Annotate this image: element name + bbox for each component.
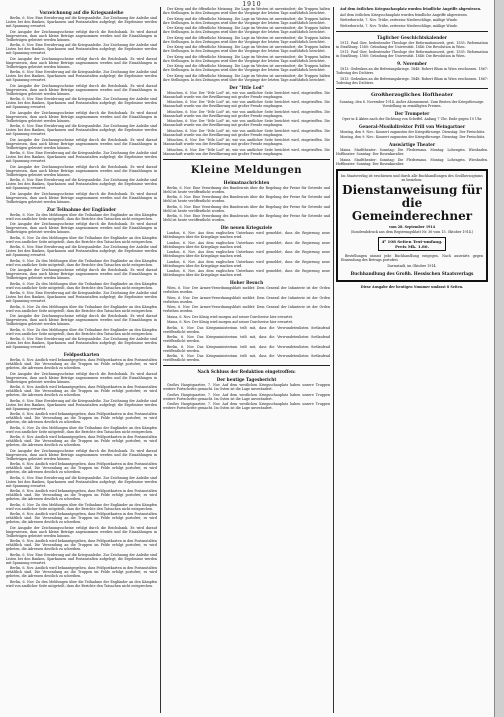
headline-hoftheater: Großherzogliches Hoftheater — [370, 91, 454, 98]
article-paragraph: Berlin, 6. Nov. Zu den Meldungen über die Teilnahme der Engländer an den Kämpfen wird von amtlicher Seite mitgeteilt, dass die Berichte den Tatsachen nicht entsprechen. — [6, 579, 157, 588]
article-paragraph: Berlin, 6. Nov. Eine Erwiderung auf die Kriegsanleihe. Zur Zeichnung der Anleihe sind Listen bei den Banken, Sparkassen und Postanstalten aufgelegt; die Ergebnisse werden mit Spannung erwartet. — [6, 398, 157, 411]
section-rule — [163, 365, 330, 366]
headline-weingartner: General-Musikdirektor Prill von Weingartner — [358, 123, 466, 129]
article-paragraph: London, 6. Nov. Aus dem englischen Unterhaus wird gemeldet, dass die Regierung neue Mitteilungen über die Kriegslage machen wird. — [163, 231, 330, 239]
column-right — [336, 7, 488, 713]
headline-ittle-lod: Der "Ittle Lod" — [229, 84, 264, 90]
footer-note: Diese Ausgabe der heutigen Nummer umfasst 8 Seiten. — [360, 284, 464, 289]
article-paragraph: Wetterbericht, 7. Nov. Trübe, zeitweise Niederschläge, mäßige Winde. — [340, 23, 459, 28]
article-paragraph: Berlin, 6. Nov. Eine Erwiderung auf die Kriegsanleihe. Zur Zeichnung der Anleihe sind Listen bei den Banken, Sparkassen und Postanstalten aufgelegt; die Ergebnisse werden mit Spannung erwartet. — [6, 245, 157, 257]
article-paragraph: Berlin, 6. Nov. Zu den Meldungen über die Teilnahme der Engländer an den Kämpfen wird von amtlicher Seite mitgeteilt, dass die Berichte den Tatsachen nicht entsprechen. — [6, 304, 157, 313]
article-paragraph: München, 6. Nov. Der "Ittle Lod" ist, wie von amtlicher Seite berichtet wird, eingetroffen. Die Mannschaft wurde von der Bevölkerung mit großer Freude empfangen. — [163, 109, 330, 118]
article-paragraph: München, 6. Nov. Der "Ittle Lod" ist, wie von amtlicher Seite berichtet wird, eingetroffen. Die Mannschaft wurde von der Bevölkerung mit großer Freude empfangen. — [163, 90, 330, 99]
column-separator — [333, 7, 334, 713]
article-paragraph: Berlin, 6. Nov. Das Kriegsministerium teilt mit, dass die Verwundetenlisten fortlaufend veröffentlicht werden. — [163, 335, 330, 343]
article-paragraph: Der Krieg und die öffentliche Meinung. Die Lage im Westen ist unverändert; die Truppen halten ihre Stellungen. In den Zeitungen wird über die Vorgänge der letzten Tage ausführlich berichtet. — [163, 35, 330, 44]
article-paragraph: Berlin, 6. Nov. Zu den Meldungen über die Teilnahme der Engländer an den Kämpfen wird von amtlicher Seite mitgeteilt, dass die Berichte den Tatsachen nicht entsprechen. — [6, 212, 157, 221]
ad-text: Bestellungen nimmt jede Buchhandlung entgegen. Nach auswärts gegen Einsendung des Betrags portofrei. — [341, 254, 483, 262]
headline-nach-schluss: Nach Schluss der Redaktion eingetroffen: — [197, 369, 296, 374]
article-paragraph: Mainz. Stadttheater: Sonntag: Die Fledermaus. Montag: Lohengrin. Wiesbaden. Hoftheater: Sonntag: Der Rosenkavalier. — [336, 157, 488, 166]
article-paragraph: London, 6. Nov. Aus dem englischen Unterhaus wird gemeldet, dass die Regierung neue Mitteilungen über die Kriegslage machen wird. — [163, 250, 330, 258]
article-paragraph: Die Ausgabe der Zeichnungsscheine erfolgt durch die Reichsbank. Es wird darauf hingewiesen, dass auch kleine Beträge angenommen werden und die Einzahlungen in Teilbeträgen geleistet werden können. — [6, 164, 157, 177]
column-separator — [160, 7, 161, 713]
article-paragraph: Montag, den 9. Nov.: Konzert zugunsten der Kriegsfürsorge. Dienstag: Der Freischütz. — [340, 135, 486, 139]
headline-kleine-meldungen: Kleine Meldungen — [190, 164, 303, 176]
article-paragraph: Die Ausgabe der Zeichnungsscheine erfolgt durch die Reichsbank. Es wird darauf hingewiesen, dass auch kleine Beträge angenommen werden und die Einzahlungen in Teilbeträgen geleistet werden können. — [6, 448, 157, 461]
article-paragraph: Die Ausgabe der Zeichnungsscheine erfolgt durch die Reichsbank. Es wird darauf hingewiesen, dass auch kleine Beträge angenommen werden und die Einzahlungen in Teilbeträgen geleistet werden können. — [6, 56, 157, 69]
article-paragraph: London, 6. Nov. Aus dem englischen Unterhaus wird gemeldet, dass die Regierung neue Mitteilungen über die Kriegslage machen wird. — [163, 269, 330, 277]
article-paragraph: München, 6. Nov. Der "Ittle Lod" ist, wie von amtlicher Seite berichtet wird, eingetroffen. Die Mannschaft wurde von der Bevölkerung mit großer Freude empfangen. — [163, 128, 330, 137]
article-paragraph: Berlin, 6. Nov. Eine Erwiderung auf die Kriegsanleihe. Zur Zeichnung der Anleihe sind Listen bei den Banken, Sparkassen und Postanstalten aufgelegt; die Ergebnisse werden mit Spannung erwartet. — [6, 43, 157, 55]
theater-notice: Oper in 4 Akten nach der Dichtung von Scheffel. Anfang 7 Uhr. Ende gegen 10 Uhr. — [341, 116, 483, 121]
article-paragraph: Berlin, 6. Nov. Zu den Meldungen über die Teilnahme der Engländer an den Kämpfen wird von amtlicher Seite mitgeteilt, dass die Berichte den Tatsachen nicht entsprechen. — [6, 502, 157, 511]
article-paragraph: Berlin, 6. Nov. Amtlich wird bekanntgegeben, dass Feldpostkarten in den Postanstalten erhältlich sind. Die Versendung an die Truppen im Felde erfolgt portofrei; es wird gebeten, die Adressen deutlich zu schreiben. — [6, 358, 157, 370]
ad-subtitle: (Sonderabdruck aus dem Regierungsblatt Nr. 36 vom 15. Oktober 1914.) — [350, 230, 474, 234]
article-paragraph: München, 6. Nov. Der "Ittle Lod" ist, wie von amtlicher Seite berichtet wird, eingetroffen. Die Mannschaft wurde von der Bevölkerung mit großer Freude empfangen. — [163, 147, 330, 156]
article-paragraph: Berlin, 6. Nov. Eine Verordnung des Bundesrats über die Regelung der Preise für Getreide und Mehl ist heute veröffentlicht worden. — [163, 214, 330, 222]
article-paragraph: Berlin, 6. Nov. Amtlich wird bekanntgegeben, dass Feldpostkarten in den Postanstalten erhältlich sind. Die Versendung an die Truppen im Felde erfolgt portofrei; es wird gebeten, die Adressen deutlich zu schreiben. — [6, 566, 157, 578]
headline-9-november: 9. November — [397, 61, 427, 66]
article-paragraph: Montag, den 9. Nov.: Konzert zugunsten der Kriegsfürsorge. Dienstag: Der Freischütz. — [340, 129, 486, 134]
article-paragraph: Großes Hauptquartier, 7. Nov. Auf dem westlichen Kriegsschauplatz haben unsere Truppen weitere Fortschritte gemacht. Im Osten ist die Lage unverändert. — [163, 383, 330, 391]
article-paragraph: Berlin, 6. Nov. Amtlich wird bekanntgegeben, dass Feldpostkarten in den Postanstalten erhältlich sind. Die Versendung an die Truppen im Felde erfolgt portofrei; es wird gebeten, die Adressen deutlich zu schreiben. — [6, 512, 157, 524]
article-paragraph: Berlin, 6. Nov. Das Kriegsministerium teilt mit, dass die Verwundetenlisten fortlaufend veröffentlicht werden. — [163, 344, 330, 353]
article-paragraph: Der Krieg und die öffentliche Meinung. Die Lage im Westen ist unverändert; die Truppen halten ihre Stellungen. In den Zeitungen wird über die Vorgänge der letzten Tage ausführlich berichtet. — [163, 73, 330, 82]
article-paragraph: Berlin, 6. Nov. Zu den Meldungen über die Teilnahme der Engländer an den Kämpfen wird von amtlicher Seite mitgeteilt, dass die Berichte den Tatsachen nicht entsprechen. — [6, 281, 157, 290]
article-paragraph: Berlin, 6. Nov. Zu den Meldungen über die Teilnahme der Engländer an den Kämpfen wird von amtlicher Seite mitgeteilt, dass die Berichte den Tatsachen nicht entsprechen. — [6, 258, 157, 267]
article-paragraph: Wetterbericht, 7. Nov. Trübe, zeitweise Niederschläge, mäßige Winde. — [340, 18, 459, 22]
ad-publisher: Buchhandlung des Großh. Hessischen Staatsverlags — [350, 270, 474, 276]
article-paragraph: Berlin, 6. Nov. Amtlich wird bekanntgegeben, dass Feldpostkarten in den Postanstalten erhältlich sind. Die Versendung an die Truppen im Felde erfolgt portofrei; es wird gebeten, die Adressen deutlich zu schreiben. — [6, 462, 157, 474]
column-middle — [163, 7, 330, 713]
ad-price-box: 4⁰ 108 Seiten Text-umfang. Preis Mk. 1.80. — [378, 237, 446, 251]
article-paragraph: Wien, 6. Nov. Der Armee-Verordnungsblatt meldet: Dem General der Infanterie ist der Orden verliehen worden. — [163, 286, 330, 294]
page-edge — [494, 0, 504, 717]
ad-city-date: Darmstadt, im Oktober 1914. — [387, 263, 437, 268]
article-paragraph: 1813: Gedenken an die Befreiungskriege. 1848: Robert Blum in Wien erschossen. 1867: Todestag des Dichters. — [336, 67, 488, 75]
article-paragraph: 1911: Paul Gier, bedeutender Theologe der Reformationszeit, gest. 1555: Reformation in Straßburg. 1580: Gründung der Universität. 1846: Die Revolution in Wien. — [336, 50, 488, 58]
ad-title: Dienstanweisung für die Gemeinderechner — [342, 182, 482, 223]
article-paragraph: Berlin, 6. Nov. Amtlich wird bekanntgegeben, dass Feldpostkarten in den Postanstalten erhältlich sind. Die Versendung an die Truppen im Felde erfolgt portofrei; es wird gebeten, die Adressen deutlich zu schreiben. — [6, 539, 157, 551]
article-paragraph: 1911: Paul Gier, bedeutender Theologe der Reformationszeit, gest. 1555: Reformation in Straßburg. 1580: Gründung der Universität. 1846: Die Revolution in Wien. — [336, 40, 488, 49]
headline-hoher-besuch: Hoher Besuch — [229, 280, 264, 285]
article-paragraph: Der Krieg und die öffentliche Meinung. Die Lage im Westen ist unverändert; die Truppen halten ihre Stellungen. In den Zeitungen wird über die Vorgänge der letzten Tage ausführlich berichtet. — [163, 45, 330, 53]
ad-date: vom 28. September 1914 — [389, 224, 435, 229]
article-paragraph: Die Ausgabe der Zeichnungsscheine erfolgt durch die Reichsbank. Es wird darauf hingewiesen, dass auch kleine Beträge angenommen werden und die Einzahlungen in Teilbeträgen geleistet werden können. — [6, 222, 157, 234]
headline-feldpostkarten: Feldpostkarten — [63, 352, 100, 357]
section-rule — [336, 31, 488, 32]
article-paragraph: London, 6. Nov. Aus dem englischen Unterhaus wird gemeldet, dass die Regierung neue Mitteilungen über die Kriegslage machen wird. — [163, 240, 330, 249]
article-paragraph: München, 6. Nov. Der "Ittle Lod" ist, wie von amtlicher Seite berichtet wird, eingetroffen. Die Mannschaft wurde von der Bevölkerung mit großer Freude empfangen. — [163, 100, 330, 108]
theater-notice: Sonntag, den 8. November 1914. Außer Abonnement. Zum Besten der Kriegsfürsorge. Vorstellung zu ermäßigten Preisen. — [339, 99, 485, 108]
article-paragraph: Berlin, 6. Nov. Eine Erwiderung auf die Kriegsanleihe. Zur Zeichnung der Anleihe sind Listen bei den Banken, Sparkassen und Postanstalten aufgelegt; die Ergebnisse werden mit Spannung erwartet. — [6, 151, 157, 163]
article-paragraph: Der Krieg und die öffentliche Meinung. Die Lage im Westen ist unverändert; die Truppen halten ihre Stellungen. In den Zeitungen wird über die Vorgänge der letzten Tage ausführlich berichtet. — [163, 7, 330, 15]
ad-intro: Im Staatsverlag ist erschienen und durch alle Buchhandlungen des Großherzogtums zu beziehen: — [341, 173, 483, 182]
headline-englaender: Zur Teilnahme der Engländer — [46, 206, 117, 212]
article-paragraph: Berlin, 6. Nov. Eine Verordnung des Bundesrats über die Regelung der Preise für Getreide und Mehl ist heute veröffentlicht worden. — [163, 185, 330, 194]
headline-kriegsziele: Die neuen Kriegsziele — [220, 225, 273, 230]
headline-kriegsanleihe: Vorzeichnung auf die Kriegsanleihe — [39, 10, 124, 15]
section-rule — [336, 88, 488, 89]
article-paragraph: München, 6. Nov. Der "Ittle Lod" ist, wie von amtlicher Seite berichtet wird, eingetroffen. Die Mannschaft wurde von der Bevölkerung mit großer Freude empfangen. — [163, 138, 330, 146]
article-paragraph: Großes Hauptquartier, 7. Nov. Auf dem westlichen Kriegsschauplatz haben unsere Truppen weitere Fortschritte gemacht. Im Osten ist die Lage unverändert. — [163, 392, 330, 401]
article-paragraph: Wien, 6. Nov. Der Armee-Verordnungsblatt meldet: Dem General der Infanterie ist der Orden verliehen worden. — [163, 305, 330, 313]
article-paragraph: Die Ausgabe der Zeichnungsscheine erfolgt durch die Reichsbank. Es wird darauf hingewiesen, dass auch kleine Beträge angenommen werden und die Einzahlungen in Teilbeträgen geleistet werden können. — [6, 137, 157, 150]
article-paragraph: Mainz, 6. Nov. Der König wird morgen auf seiner Durchreise hier erwartet. — [167, 320, 294, 324]
article-paragraph: Die Ausgabe der Zeichnungsscheine erfolgt durch die Reichsbank. Es wird darauf hingewiesen, dass auch kleine Beträge angenommen werden und die Einzahlungen in Teilbeträgen geleistet werden können. — [6, 314, 157, 326]
article-paragraph: Berlin, 6. Nov. Eine Erwiderung auf die Kriegsanleihe. Zur Zeichnung der Anleihe sind Listen bei den Banken, Sparkassen und Postanstalten aufgelegt; die Ergebnisse werden mit Spannung erwartet. — [6, 337, 157, 349]
article-paragraph: Mainz, 6. Nov. Der König wird morgen auf seiner Durchreise hier erwartet. — [167, 314, 294, 319]
article-paragraph: Die Ausgabe der Zeichnungsscheine erfolgt durch die Reichsbank. Es wird darauf hingewiesen, dass auch kleine Beträge angenommen werden und die Einzahlungen in Teilbeträgen geleistet werden können. — [6, 525, 157, 538]
article-paragraph: Berlin, 6. Nov. Amtlich wird bekanntgegeben, dass Feldpostkarten in den Postanstalten erhältlich sind. Die Versendung an die Truppen im Felde erfolgt portofrei; es wird gebeten, die Adressen deutlich zu schreiben. — [6, 412, 157, 424]
article-paragraph: Berlin, 6. Nov. Das Kriegsministerium teilt mit, dass die Verwundetenlisten fortlaufend veröffentlicht werden. — [163, 325, 330, 334]
article-paragraph: Berlin, 6. Nov. Eine Erwiderung auf die Kriegsanleihe. Zur Zeichnung der Anleihe sind Listen bei den Banken, Sparkassen und Postanstalten aufgelegt; die Ergebnisse werden mit Spannung erwartet. — [6, 552, 157, 565]
subheadline-heimatnachrichten: Heimatnachrichten — [223, 179, 270, 185]
article-paragraph: München, 6. Nov. Der "Ittle Lod" ist, wie von amtlicher Seite berichtet wird, eingetroffen. Die Mannschaft wurde von der Bevölkerung mit großer Freude empfangen. — [163, 119, 330, 127]
article-paragraph: Die Ausgabe der Zeichnungsscheine erfolgt durch die Reichsbank. Es wird darauf hingewiesen, dass auch kleine Beträge angenommen werden und die Einzahlungen in Teilbeträgen geleistet werden können. — [6, 29, 157, 42]
article-paragraph: 1813: Gedenken an die Befreiungskriege. 1848: Robert Blum in Wien erschossen. 1867: Todestag des Dichters. — [336, 76, 488, 85]
article-paragraph: Berlin, 6. Nov. Zu den Meldungen über die Teilnahme der Engländer an den Kämpfen wird von amtlicher Seite mitgeteilt, dass die Berichte den Tatsachen nicht entsprechen. — [6, 327, 157, 336]
article-paragraph: Mainz. Stadttheater: Sonntag: Die Fledermaus. Montag: Lohengrin. Wiesbaden. Hoftheater: Sonntag: Der Rosenkavalier. — [336, 148, 488, 156]
headline-auswaertige-theater: Auswärtige Theater — [388, 142, 436, 147]
article-paragraph: Auf dem östlichen Kriegsschauplatz wurden feindliche Angriffe abgewiesen. — [340, 7, 482, 11]
page-number: 1910 — [242, 1, 262, 8]
article-paragraph: Die Ausgabe der Zeichnungsscheine erfolgt durch die Reichsbank. Es wird darauf hingewiesen, dass auch kleine Beträge angenommen werden und die Einzahlungen in Teilbeträgen geleistet werden können. — [6, 268, 157, 280]
article-paragraph: Berlin, 6. Nov. Amtlich wird bekanntgegeben, dass Feldpostkarten in den Postanstalten erhältlich sind. Die Versendung an die Truppen im Felde erfolgt portofrei; es wird gebeten, die Adressen deutlich zu schreiben. — [6, 489, 157, 501]
article-paragraph: Berlin, 6. Nov. Amtlich wird bekanntgegeben, dass Feldpostkarten in den Postanstalten erhältlich sind. Die Versendung an die Truppen im Felde erfolgt portofrei; es wird gebeten, die Adressen deutlich zu schreiben. — [6, 435, 157, 447]
article-paragraph: Berlin, 6. Nov. Eine Verordnung des Bundesrats über die Regelung der Preise für Getreide und Mehl ist heute veröffentlicht worden. — [163, 195, 330, 203]
article-paragraph: Der Krieg und die öffentliche Meinung. Die Lage im Westen ist unverändert; die Truppen halten ihre Stellungen. In den Zeitungen wird über die Vorgänge der letzten Tage ausführlich berichtet. — [163, 54, 330, 63]
article-paragraph: Wien, 6. Nov. Der Armee-Verordnungsblatt meldet: Dem General der Infanterie ist der Orden verliehen worden. — [163, 295, 330, 304]
section-rule — [163, 159, 330, 160]
article-paragraph: Berlin, 6. Nov. Eine Erwiderung auf die Kriegsanleihe. Zur Zeichnung der Anleihe sind Listen bei den Banken, Sparkassen und Postanstalten aufgelegt; die Ergebnisse werden mit Spannung erwartet. — [6, 70, 157, 82]
article-paragraph: Berlin, 6. Nov. Amtlich wird bekanntgegeben, dass Feldpostkarten in den Postanstalten erhältlich sind. Die Versendung an die Truppen im Felde erfolgt portofrei; es wird gebeten, die Adressen deutlich zu schreiben. — [6, 385, 157, 397]
article-paragraph: Berlin, 6. Nov. Das Kriegsministerium teilt mit, dass die Verwundetenlisten fortlaufend veröffentlicht werden. — [163, 354, 330, 362]
headline-geschichtskalender: Täglicher Geschichtskalender — [376, 34, 448, 40]
article-paragraph: Die Ausgabe der Zeichnungsscheine erfolgt durch die Reichsbank. Es wird darauf hingewiesen, dass auch kleine Beträge angenommen werden und die Einzahlungen in Teilbeträgen geleistet werden können. — [6, 191, 157, 204]
article-paragraph: Berlin, 6. Nov. Eine Erwiderung auf die Kriegsanleihe. Zur Zeichnung der Anleihe sind Listen bei den Banken, Sparkassen und Postanstalten aufgelegt; die Ergebnisse werden mit Spannung erwartet. — [6, 124, 157, 136]
article-paragraph: Berlin, 6. Nov. Eine Verordnung des Bundesrats über die Regelung der Preise für Getreide und Mehl ist heute veröffentlicht worden. — [163, 204, 330, 213]
article-paragraph: Die Ausgabe der Zeichnungsscheine erfolgt durch die Reichsbank. Es wird darauf hingewiesen, dass auch kleine Beträge angenommen werden und die Einzahlungen in Teilbeträgen geleistet werden können. — [6, 110, 157, 123]
article-paragraph: Berlin, 6. Nov. Eine Erwiderung auf die Kriegsanleihe. Zur Zeichnung der Anleihe sind Listen bei den Banken, Sparkassen und Postanstalten aufgelegt; die Ergebnisse werden mit Spannung erwartet. — [6, 16, 157, 28]
article-paragraph: Berlin, 6. Nov. Zu den Meldungen über die Teilnahme der Engländer an den Kämpfen wird von amtlicher Seite mitgeteilt, dass die Berichte den Tatsachen nicht entsprechen. — [6, 235, 157, 244]
article-paragraph: Berlin, 6. Nov. Eine Erwiderung auf die Kriegsanleihe. Zur Zeichnung der Anleihe sind Listen bei den Banken, Sparkassen und Postanstalten aufgelegt; die Ergebnisse werden mit Spannung erwartet. — [6, 97, 157, 109]
article-paragraph: Berlin, 6. Nov. Zu den Meldungen über die Teilnahme der Engländer an den Kämpfen wird von amtlicher Seite mitgeteilt, dass die Berichte den Tatsachen nicht entsprechen. — [6, 425, 157, 434]
article-paragraph: Der Krieg und die öffentliche Meinung. Die Lage im Westen ist unverändert; die Truppen halten ihre Stellungen. In den Zeitungen wird über die Vorgänge der letzten Tage ausführlich berichtet. — [163, 26, 330, 34]
article-paragraph: Auf dem östlichen Kriegsschauplatz wurden feindliche Angriffe abgewiesen. — [340, 12, 468, 17]
article-paragraph: Berlin, 6. Nov. Eine Erwiderung auf die Kriegsanleihe. Zur Zeichnung der Anleihe sind Listen bei den Banken, Sparkassen und Postanstalten aufgelegt; die Ergebnisse werden mit Spannung erwartet. — [6, 291, 157, 303]
article-paragraph: Die Ausgabe der Zeichnungsscheine erfolgt durch die Reichsbank. Es wird darauf hingewiesen, dass auch kleine Beträge angenommen werden und die Einzahlungen in Teilbeträgen geleistet werden können. — [6, 83, 157, 96]
advertisement-dienstanweisung — [336, 169, 488, 282]
article-paragraph: Berlin, 6. Nov. Eine Erwiderung auf die Kriegsanleihe. Zur Zeichnung der Anleihe sind Listen bei den Banken, Sparkassen und Postanstalten aufgelegt; die Ergebnisse werden mit Spannung erwartet. — [6, 178, 157, 190]
article-paragraph: Berlin, 6. Nov. Eine Erwiderung auf die Kriegsanleihe. Zur Zeichnung der Anleihe sind Listen bei den Banken, Sparkassen und Postanstalten aufgelegt; die Ergebnisse werden mit Spannung erwartet. — [6, 475, 157, 488]
article-paragraph: Großes Hauptquartier, 7. Nov. Auf dem westlichen Kriegsschauplatz haben unsere Truppen weitere Fortschritte gemacht. Im Osten ist die Lage unverändert. — [163, 402, 330, 410]
column-left — [6, 7, 157, 713]
headline-tagesbericht: Der heutige Tagesbericht — [216, 377, 277, 382]
headline-trompeter: Der Trompeter — [394, 110, 430, 116]
article-paragraph: Der Krieg und die öffentliche Meinung. Die Lage im Westen ist unverändert; die Truppen halten ihre Stellungen. In den Zeitungen wird über die Vorgänge der letzten Tage ausführlich berichtet. — [163, 64, 330, 72]
article-paragraph: Die Ausgabe der Zeichnungsscheine erfolgt durch die Reichsbank. Es wird darauf hingewiesen, dass auch kleine Beträge angenommen werden und die Einzahlungen in Teilbeträgen geleistet werden können. — [6, 371, 157, 384]
article-paragraph: Der Krieg und die öffentliche Meinung. Die Lage im Westen ist unverändert; die Truppen halten ihre Stellungen. In den Zeitungen wird über die Vorgänge der letzten Tage ausführlich berichtet. — [163, 16, 330, 25]
article-paragraph: London, 6. Nov. Aus dem englischen Unterhaus wird gemeldet, dass die Regierung neue Mitteilungen über die Kriegslage machen wird. — [163, 259, 330, 268]
